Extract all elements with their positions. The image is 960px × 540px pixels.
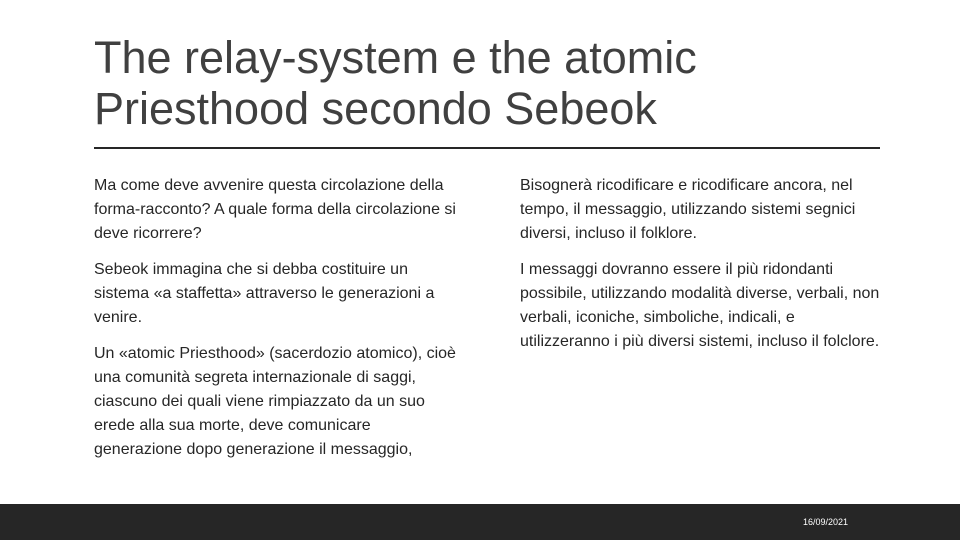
left-paragraph-3: Un «atomic Priesthood» (sacerdozio atomico), cioè una comunità segreta internazionale di saggi, ciascuno dei quali viene rimpiazzato da un suo erede alla sua morte, deve comunicare generazione dopo generazione il messaggio, [94, 345, 456, 458]
title-divider [94, 147, 880, 149]
right-paragraph-2: I messaggi dovranno essere il più ridondanti possibile, utilizzando modalità diverse, verbali, non verbali, iconiche, simboliche, indicali, e utilizzeranno i più diversi sistemi, incluso il folclore. [520, 261, 880, 350]
title-line-2: Priesthood secondo Sebeok [94, 83, 657, 134]
left-paragraph-2: Sebeok immagina che si debba costituire un sistema «a staffetta» attraverso le generazioni a venire. [94, 261, 435, 326]
right-text-column [520, 174, 880, 366]
right-paragraph-1: Bisognerà ricodificare e ricodificare ancora, nel tempo, il messaggio, utilizzando sistemi segnici diversi, incluso il folklore. [520, 177, 856, 242]
left-paragraph-1: Ma come deve avvenire questa circolazione della forma-racconto? A quale forma della circolazione si deve ricorrere? [94, 177, 456, 242]
left-text-column [94, 174, 456, 474]
title-line-1: The relay-system e the atomic [94, 32, 697, 83]
footer-date: 16/09/2021 [803, 517, 849, 527]
slide-title [94, 32, 894, 134]
